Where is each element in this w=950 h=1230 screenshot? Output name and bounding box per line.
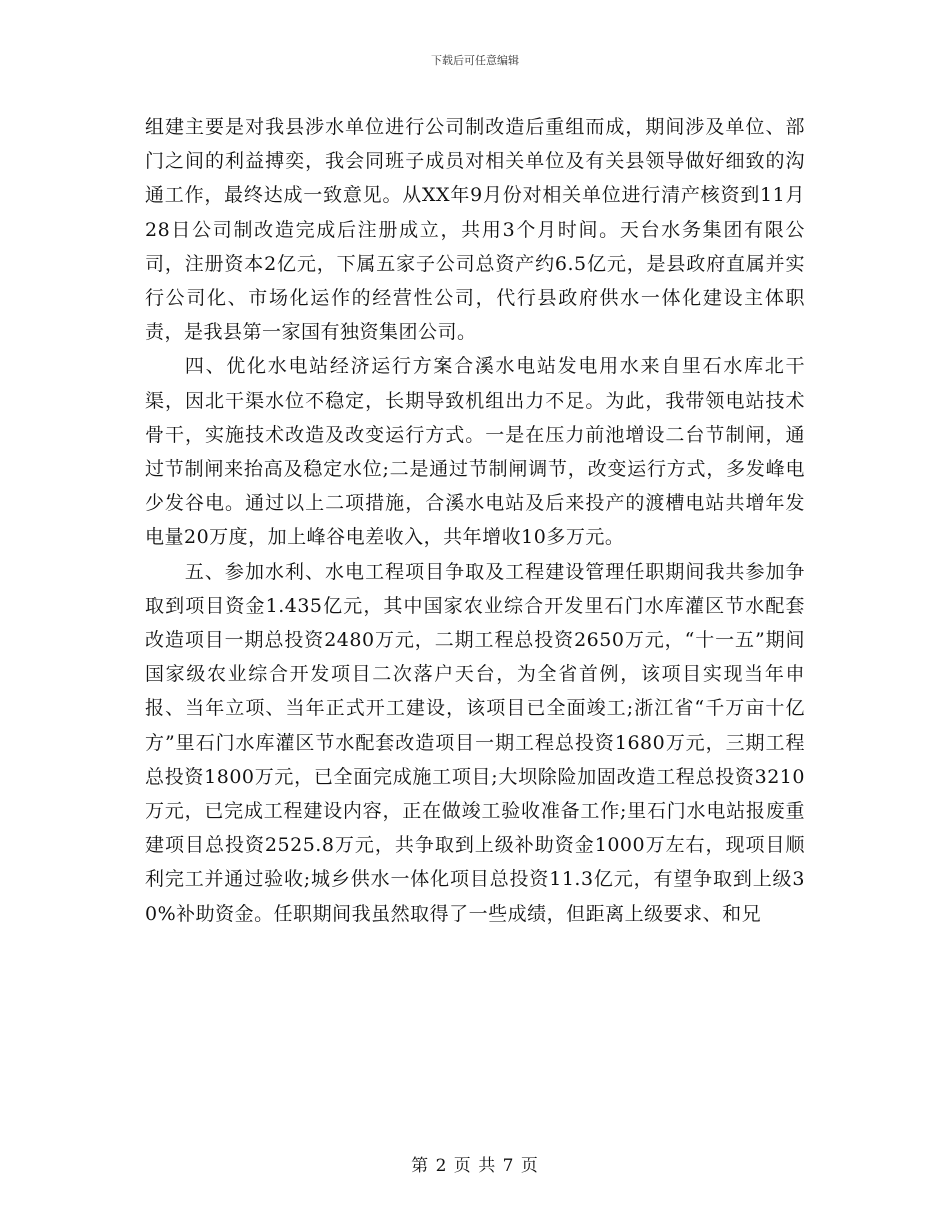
paragraph-3: 五、参加水利、水电工程项目争取及工程建设管理任职期间我共参加争取到项目资金1.435亿元，其中国家农业综合开发里石门水库灌区节水配套改造项目一期总投资2480万元，二期工程总投资2650万元，“十一五”期间国家级农业综合开发项目二次落户天台，为全省首例，该项目实现当年申报、当年立项、当年正式开工建设，该项目已全面竣工;浙江省“千万亩十亿方”里石门水库灌区节水配套改造项目一期工程总投资1680万元，三期工程总投资1800万元，已全面完成施工项目;大坝除险加固改造工程总投资3210万元，已完成工程建设内容，正在做竣工验收准备工作;里石门水电站报废重建项目总投资2525.8万元，共争取到上级补助资金1000万左右，现项目顺利完工并通过验收;城乡供水一体化项目总投资11.3亿元，有望争取到上级30%补助资金。任职期间我虽然取得了一些成绩，但距离上级要求、和兄	[145, 560, 805, 925]
page-header: 下载后可任意编辑	[431, 54, 519, 67]
page-footer	[0, 1156, 950, 1176]
paragraph-2: 四、优化水电站经济运行方案合溪水电站发电用水来自里石水库北干渠，因北干渠水位不稳定，长期导致机组出力不足。为此，我带领电站技术骨干，实施技术改造及改变运行方式。一是在压力前池增设二台节制闸，通过节制闸来抬高及稳定水位;二是通过节制闸调节，改变运行方式，多发峰电少发谷电。通过以上二项措施，合溪水电站及后来投产的渡槽电站共增年发电量20万度，加上峰谷电差收入，共年增收10多万元。	[145, 355, 805, 549]
paragraph-1: 组建主要是对我县涉水单位进行公司制改造后重组而成，期间涉及单位、部门之间的利益搏奕，我会同班子成员对相关单位及有关县领导做好细致的沟通工作，最终达成一致意见。从XX年9月份对相关单位进行清产核资到11月28日公司制改造完成后注册成立，共用3个月时间。天台水务集团有限公司，注册资本2亿元，下属五家子公司总资产约6.5亿元，是县政府直属并实行公司化、市场化运作的经营性公司，代行县政府供水一体化建设主体职责，是我县第一家国有独资集团公司。	[145, 116, 805, 344]
footer-total-unit: 页	[520, 1156, 539, 1176]
total-pages-number: 7	[502, 1156, 515, 1176]
footer-prefix: 第	[411, 1156, 430, 1176]
footer-total-prefix: 共	[478, 1156, 497, 1176]
current-page-number: 2	[435, 1156, 448, 1176]
document-body	[145, 110, 805, 931]
footer-page-unit: 页	[453, 1156, 472, 1176]
